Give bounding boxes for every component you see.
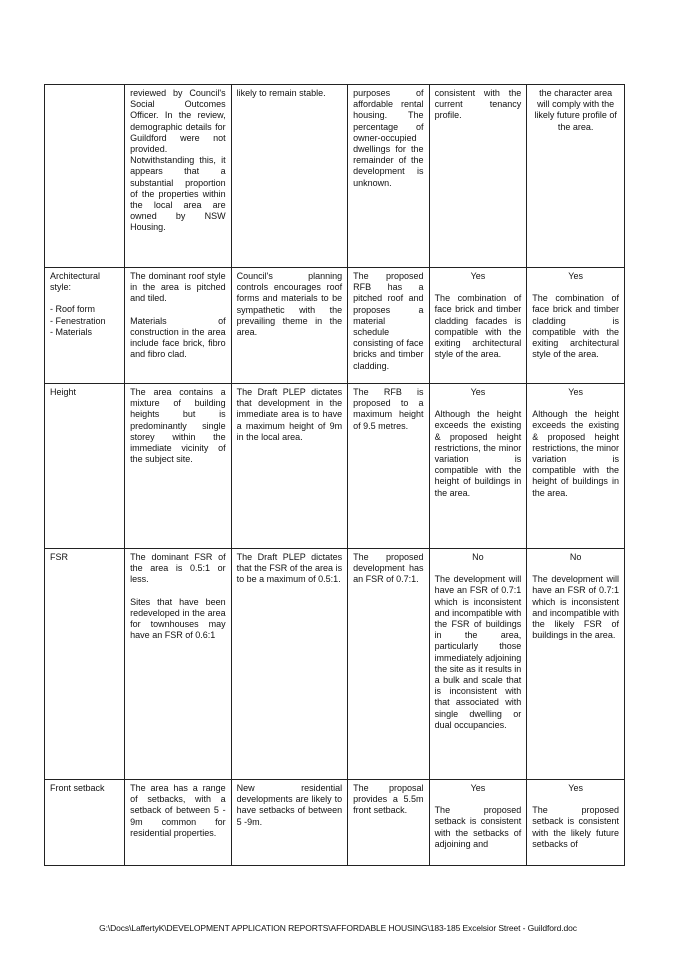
aspect-cell (45, 85, 125, 268)
proposal-cell: The RFB is proposed to a maximum height of 9.5 metres. (348, 384, 429, 549)
proposal-cell: The proposed RFB has a pitched roof and proposes a material schedule consisting of face bricks and timber cladding. (348, 268, 429, 384)
table-row (45, 549, 625, 780)
result-label: Yes (470, 271, 486, 281)
aspect-cell: FSR (45, 549, 125, 780)
existing-character-cell: reviewed by Council's Social Outcomes Officer. In the review, demographic details for Guildford were not provided. Notwithstanding this, it appears that a substantial proportion of the properties within the local area are owned by NSW Housing. (125, 85, 231, 268)
aspect-cell: Height (45, 384, 125, 549)
future-compat-cell: Yes The combination of face brick and timber cladding is compatible with the exiting architectural style of the area. (527, 268, 625, 384)
table-row (45, 268, 625, 384)
future-compat-cell: Yes The proposed setback is consistent with the likely future setbacks of (527, 780, 625, 866)
existing-character-cell: The area has a range of setbacks, with a setback of between 5 - 9m common for residential properties. (125, 780, 231, 866)
result-label: Yes (568, 387, 583, 397)
result-label: Yes (470, 783, 486, 793)
document-footer-path: G:\Docs\LaffertyK\DEVELOPMENT APPLICATION REPORTS\AFFORDABLE HOUSING\183-185 Excelsior Street - Guildford.doc (99, 923, 577, 933)
existing-character-cell: The area contains a mixture of building heights but is predominantly single storey within the immediate vicinity of the subject site. (125, 384, 231, 549)
table-row (45, 384, 625, 549)
future-character-cell: likely to remain stable. (231, 85, 348, 268)
result-label: Yes (470, 387, 486, 397)
future-character-cell: The Draft PLEP dictates that the FSR of the area is to be a maximum of 0.5:1. (231, 549, 348, 780)
aspect-cell: Front setback (45, 780, 125, 866)
future-compat-cell: No The development will have an FSR of 0.7:1 which is inconsistent and incompatible with the likely FSR of buildings in the area. (527, 549, 625, 780)
future-character-cell: New residential developments are likely to have setbacks of between 5 -9m. (231, 780, 348, 866)
existing-character-cell: The dominant FSR of the area is 0.5:1 or less. Sites that have been redeveloped in the area for townhouses may have an FSR of 0.6:1 (125, 549, 231, 780)
table-row (45, 780, 625, 866)
result-label: Yes (568, 783, 583, 793)
result-label: Yes (568, 271, 583, 281)
future-compat-cell: the character area will comply with the likely future profile of the area. (527, 85, 625, 268)
existing-compat-cell: Yes The combination of face brick and timber cladding facades is compatible with the exiting architectural style of the area. (429, 268, 527, 384)
existing-compat-cell: No The development will have an FSR of 0.7:1 which is inconsistent and incompatible with the FSR of buildings in the area, particularly those immediately adjoining the site as it results in a bulk and scale that is inconsistent with that associated with single dwelling or dual occupancies. (429, 549, 527, 780)
proposal-cell: purposes of affordable rental housing. The percentage of owner-occupied dwellings for the remainder of the development is unknown. (348, 85, 429, 268)
aspect-cell: Architectural style: - Roof form - Fenestration - Materials (45, 268, 125, 384)
proposal-cell: The proposed development has an FSR of 0.7:1. (348, 549, 429, 780)
future-character-cell: The Draft PLEP dictates that development in the immediate area is to have a maximum height of 9m in the local area. (231, 384, 348, 549)
existing-compat-cell: Yes The proposed setback is consistent with the setbacks of adjoining and (429, 780, 527, 866)
existing-character-cell: The dominant roof style in the area is pitched and tiled. Materials of construction in the area include face brick, fibro and fibro clad. (125, 268, 231, 384)
future-character-cell: Council's planning controls encourages roof forms and materials to be sympathetic with the prevailing theme in the area. (231, 268, 348, 384)
existing-compat-cell: Yes Although the height exceeds the existing & proposed height restrictions, the minor variation is compatible with the height of buildings in the area. (429, 384, 527, 549)
result-label: No (569, 552, 582, 562)
table-row (45, 85, 625, 268)
existing-compat-cell: consistent with the current tenancy profile. (429, 85, 527, 268)
assessment-table (44, 84, 625, 866)
future-compat-cell: Yes Although the height exceeds the existing & proposed height restrictions, the minor variation is compatible with the height of buildings in the area. (527, 384, 625, 549)
result-label: No (472, 552, 484, 562)
proposal-cell: The proposal provides a 5.5m front setback. (348, 780, 429, 866)
